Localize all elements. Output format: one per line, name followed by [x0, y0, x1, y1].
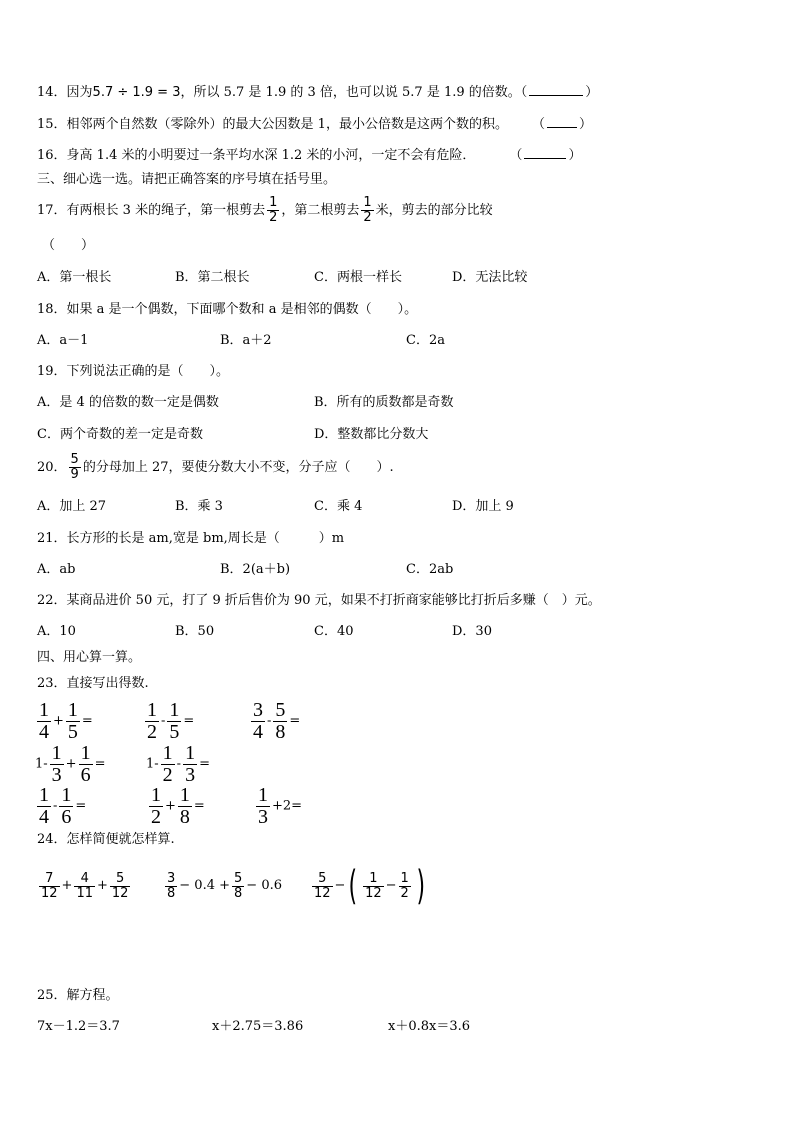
q23-item-5: 1- $\frac{1}{2}$ - $\frac{1}{3}$ =: [146, 742, 210, 786]
q14-text: ，所以 5.7 是 1.9 的 3 倍，也可以说 5.7 是 1.9 的倍数。（: [180, 85, 528, 100]
q17-fraction-1: $\frac{1}{2}$: [269, 195, 278, 225]
q23-3-fraction-b: $\frac{5}{8}$: [275, 699, 286, 743]
q14-close: ）: [585, 85, 599, 100]
q18-option-b[interactable]: B．a＋2: [220, 333, 272, 348]
q15-open: （: [531, 117, 545, 132]
q23-item-8: $\frac{1}{3}$ +2=: [258, 784, 303, 828]
q24-1-fraction-1: $\frac{7}{12}$: [41, 870, 58, 901]
q17-option-d[interactable]: D．无法比较: [452, 270, 528, 285]
q19-option-d[interactable]: D．整数都比分数大: [314, 427, 429, 442]
q14-math: 5.7 ÷ 1.9 = 3: [92, 85, 181, 100]
q20-option-a[interactable]: A．加上 27: [37, 499, 107, 514]
question-23-title: 23．直接写出得数.: [37, 676, 149, 691]
q22-option-d[interactable]: D．30: [452, 624, 492, 639]
question-19: 19．下列说法正确的是（ ）。: [37, 364, 230, 379]
q24-expression-3: $\frac{5}{12}$ −( $\frac{1}{12}$ − $\frac{1}{2}$ ): [314, 863, 425, 909]
question-18: 18．如果 a 是一个偶数，下面哪个数和 a 是相邻的偶数（ ）。: [37, 302, 418, 317]
q23-5-fraction-b: $\frac{1}{3}$: [185, 742, 196, 786]
q23-1-fraction-a: $\frac{1}{4}$: [39, 699, 49, 743]
section-4-heading: 四、用心算一算。: [37, 650, 142, 665]
q20-option-c[interactable]: C．乘 4: [314, 499, 363, 514]
question-21: 21．长方形的长是 am,宽是 bm,周长是（ ）m: [37, 531, 345, 546]
question-15: [37, 115, 592, 133]
q25-equation-3: x＋0.8x＝3.6: [388, 1019, 471, 1034]
question-20: [37, 452, 394, 484]
q22-option-c[interactable]: C．40: [314, 624, 354, 639]
q14-prefix: 14．因为: [37, 85, 93, 100]
q17-answer-paren[interactable]: （ ）: [42, 238, 95, 253]
q24-1-fraction-3: $\frac{5}{12}$: [111, 870, 129, 901]
q24-1-fraction-2: $\frac{4}{11}$: [76, 870, 93, 901]
q21-option-b[interactable]: B．2(a＋b): [220, 562, 291, 577]
q16-close: ）: [568, 148, 582, 163]
q17-text-3: 米，剪去的部分比较: [375, 203, 493, 218]
question-17: [37, 195, 493, 227]
q16-open: （: [509, 148, 523, 163]
q17-option-b[interactable]: B．第二根长: [175, 270, 250, 285]
q23-1-fraction-b: $\frac{1}{5}$: [67, 699, 78, 743]
q24-3-fraction-3: $\frac{1}{2}$: [400, 870, 409, 901]
question-24-title: 24．怎样简便就怎样算.: [37, 832, 175, 847]
q17-option-c[interactable]: C．两根一样长: [314, 270, 402, 285]
q23-8-fraction-a: $\frac{1}{3}$: [258, 784, 268, 828]
q21-option-a[interactable]: A．ab: [37, 562, 76, 577]
q24-expression-1: $\frac{7}{12}$ + $\frac{4}{11}$ + $\frac{5}{12}$: [41, 870, 129, 901]
q19-option-c[interactable]: C．两个奇数的差一定是奇数: [37, 427, 203, 442]
q19-option-b[interactable]: B．所有的质数都是奇数: [314, 395, 454, 410]
question-16: [37, 146, 581, 164]
q15-text: 15．相邻两个自然数（零除外）的最大公因数是 1，最小公倍数是这两个数的积。: [37, 117, 508, 132]
q23-5-fraction-a: $\frac{1}{2}$: [162, 742, 173, 786]
q23-2-fraction-b: $\frac{1}{5}$: [169, 699, 180, 743]
q24-3-left-paren: (: [348, 863, 358, 909]
q23-4-fraction-b: $\frac{1}{6}$: [80, 742, 91, 786]
q24-2-fraction-2: $\frac{5}{8}$: [234, 870, 243, 901]
q21-option-c[interactable]: C．2ab: [406, 562, 454, 577]
q20-option-d[interactable]: D．加上 9: [452, 499, 514, 514]
q23-2-fraction-a: $\frac{1}{2}$: [147, 699, 157, 743]
q24-3-fraction-2: $\frac{1}{12}$: [365, 870, 382, 901]
q15-close: ）: [578, 117, 592, 132]
q18-option-a[interactable]: A．a－1: [37, 333, 89, 348]
q24-3-right-paren: ): [416, 863, 425, 909]
q22-option-b[interactable]: B．50: [175, 624, 215, 639]
q20-text: 的分母加上 27，要使分数大小不变，分子应（ ）.: [82, 460, 394, 475]
question-22: 22．某商品进价 50 元，打了 9 折后售价为 90 元，如果不打折商家能够比打折后多赚（ ）元。: [37, 593, 601, 608]
q23-item-7: $\frac{1}{2}$ + $\frac{1}{8}$ =: [151, 784, 205, 828]
q24-expression-2: $\frac{3}{8}$ − 0.4 + $\frac{5}{8}$ − 0.6: [167, 870, 282, 901]
q20-fraction: $\frac{5}{9}$: [70, 452, 79, 482]
q23-6-fraction-b: $\frac{1}{6}$: [61, 784, 72, 828]
q19-option-a[interactable]: A．是 4 的倍数的数一定是偶数: [37, 395, 219, 410]
q23-item-4: 1- $\frac{1}{3}$ + $\frac{1}{6}$ =: [35, 742, 106, 786]
q23-item-3: $\frac{3}{4}$ - $\frac{5}{8}$ =: [253, 699, 301, 743]
q20-number: 20．: [37, 460, 67, 475]
q24-3-fraction-1: $\frac{5}{12}$: [314, 870, 331, 901]
section-3-heading: 三、细心选一选。请把正确答案的序号填在括号里。: [37, 172, 337, 187]
q23-7-fraction-a: $\frac{1}{2}$: [151, 784, 161, 828]
question-25-title: 25．解方程。: [37, 988, 119, 1003]
q16-text: 16．身高 1.4 米的小明要过一条平均水深 1.2 米的小河，一定不会有危险．: [37, 148, 476, 163]
q14-answer-blank[interactable]: [529, 83, 583, 96]
q25-equation-2: x＋2.75＝3.86: [212, 1019, 304, 1034]
q24-2-fraction-1: $\frac{3}{8}$: [167, 870, 176, 901]
q23-6-fraction-a: $\frac{1}{4}$: [39, 784, 49, 828]
q17-fraction-2: $\frac{1}{2}$: [363, 195, 372, 225]
question-14: [37, 83, 598, 101]
q16-answer-blank[interactable]: [524, 146, 566, 159]
q20-option-b[interactable]: B．乘 3: [175, 499, 223, 514]
q22-option-a[interactable]: A．10: [37, 624, 76, 639]
q23-4-fraction-a: $\frac{1}{3}$: [51, 742, 62, 786]
q17-option-a[interactable]: A．第一根长: [37, 270, 112, 285]
q15-answer-blank[interactable]: [547, 115, 577, 128]
q25-equation-1: 7x－1.2＝3.7: [37, 1019, 120, 1034]
q18-option-c[interactable]: C．2a: [406, 333, 445, 348]
q23-item-6: $\frac{1}{4}$ - $\frac{1}{6}$ =: [39, 784, 87, 828]
q17-text-2: ，第二根剪去: [281, 203, 360, 218]
q17-text-1: 17．有两根长 3 米的绳子，第一根剪去: [37, 203, 266, 218]
q23-item-2: $\frac{1}{2}$ - $\frac{1}{5}$ =: [147, 699, 195, 743]
q23-item-1: $\frac{1}{4}$ + $\frac{1}{5}$ =: [39, 699, 93, 743]
q23-7-fraction-b: $\frac{1}{8}$: [179, 784, 190, 828]
q23-3-fraction-a: $\frac{3}{4}$: [253, 699, 263, 743]
